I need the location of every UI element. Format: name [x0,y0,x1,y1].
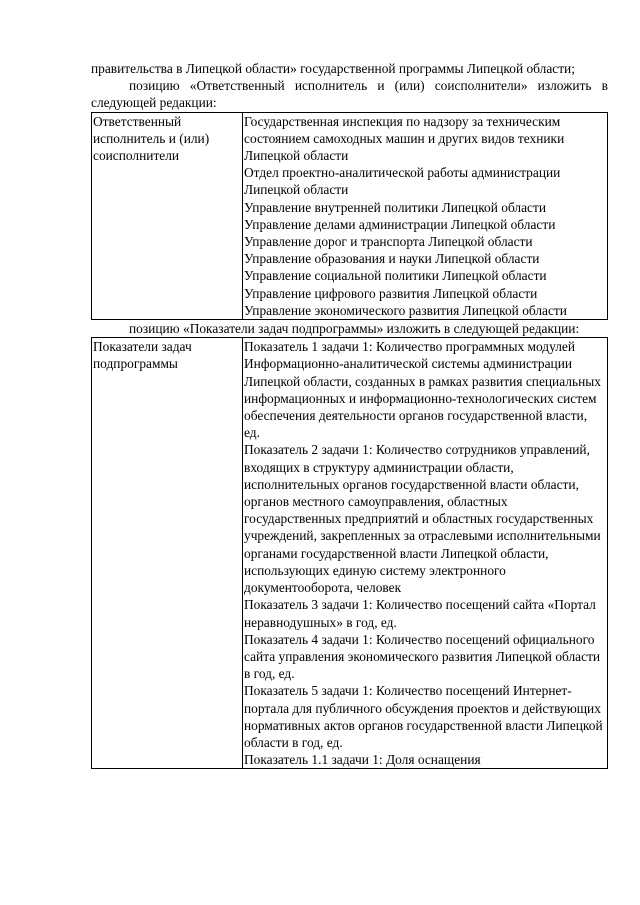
list-item: Показатель 2 задачи 1: Количество сотрудников управлений, входящих в структуру администрации области, исполнительных органов государственной власти области, органов местного самоуправления, областных государственных предприятий и областных государственных учреждений, закрепленных за отраслевыми исполнительными органами государственной власти Липецкой области, использующих единую систему электронного документооборота, человек [244,442,601,596]
list-item: Управление внутренней политики Липецкой области [244,199,547,215]
list-item: Управление дорог и транспорта Липецкой области [244,234,533,250]
document-page [91,60,608,769]
indicators-table [91,337,608,769]
executors-table [91,112,608,320]
executors-label-cell: Ответственный исполнитель и (или) соисполнители [92,112,243,319]
indicators-label-cell: Показатели задач подпрограммы [92,338,243,769]
list-item: Управление цифрового развития Липецкой области [244,285,538,301]
executors-list-cell [243,112,608,319]
table-row [92,338,608,769]
list-item: Управление социальной политики Липецкой области [244,268,547,284]
list-item: Управление делами администрации Липецкой области [244,216,556,232]
indicators-list-cell [243,338,608,769]
intro-paragraph: правительства в Липецкой области» государственной программы Липецкой области; [91,61,575,76]
list-item: Показатель 1 задачи 1: Количество программных модулей Информационно-аналитической системы администрации Липецкой области, созданных в рамках развития специальных информационных и информационно-технологических систем обеспечения деятельности органов государственной власти, ед. [244,339,601,441]
list-item: Управление образования и науки Липецкой области [244,251,540,267]
instruction-paragraph-executors: позицию «Ответственный исполнитель и (или) соисполнители» изложить в следующей редакции: [91,78,608,111]
list-item: Показатель 5 задачи 1: Количество посещений Интернет-портала для публичного обсуждения проектов и действующих нормативных актов органов государственной власти Липецкой области в год, ед. [244,683,603,750]
list-item: Показатель 1.1 задачи 1: Доля оснащения [244,752,481,768]
list-item: Показатель 3 задачи 1: Количество посещений сайта «Портал неравнодушных» в год, ед. [244,597,596,630]
list-item: Показатель 4 задачи 1: Количество посещений официального сайта управления экономического развития Липецкой области в год, ед. [244,631,601,682]
list-item: Отдел проектно-аналитической работы администрации Липецкой области [244,165,561,198]
instruction-paragraph-indicators: позицию «Показатели задач подпрограммы» изложить в следующей редакции: [129,321,580,337]
list-item: Управление экономического развития Липецкой области [244,302,567,318]
table-row [92,112,608,319]
list-item: Государственная инспекция по надзору за техническим состоянием самоходных машин и других видов техники Липецкой области [244,113,565,164]
